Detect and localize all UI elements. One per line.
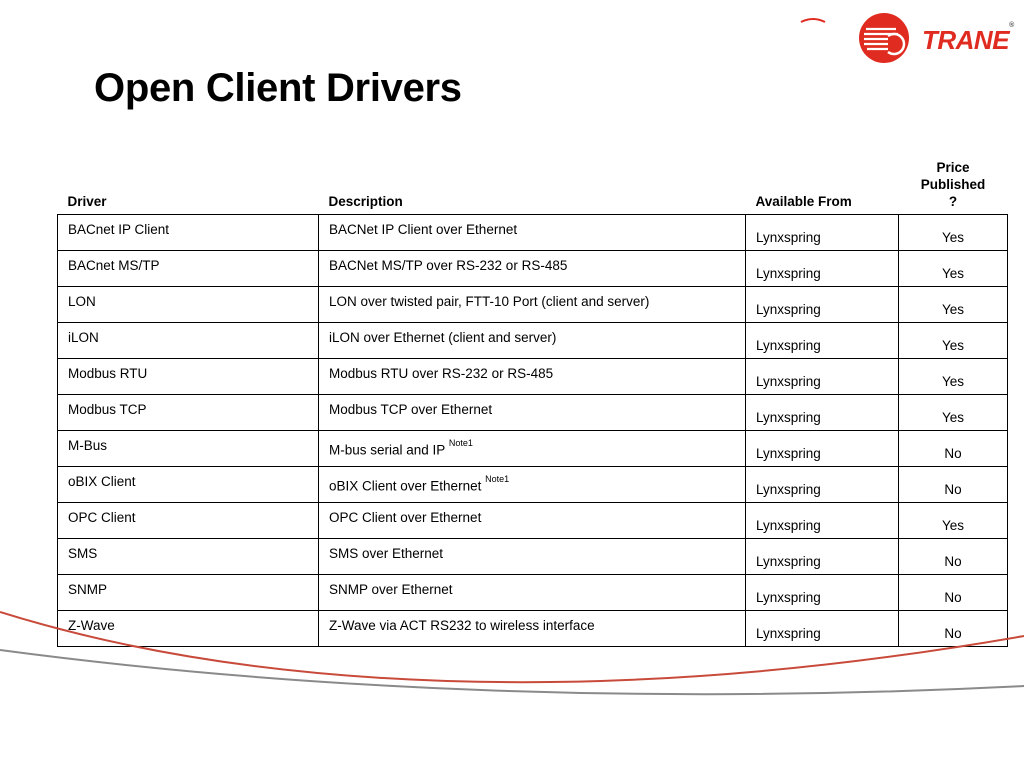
- cell-driver: [58, 323, 319, 359]
- cell-price-published: [899, 359, 1008, 395]
- cell-available-from: [746, 503, 899, 539]
- table-row: [58, 251, 1008, 287]
- cell-driver-text: SMS: [68, 546, 98, 561]
- cell-price-published-text: No: [944, 626, 962, 641]
- cell-description-text: LON over twisted pair, FTT-10 Port (client and server): [329, 294, 650, 309]
- table-row: [58, 503, 1008, 539]
- cell-driver: [58, 251, 319, 287]
- cell-available-from: [746, 539, 899, 575]
- cell-description: [319, 323, 746, 359]
- table-row: [58, 395, 1008, 431]
- cell-driver: [58, 431, 319, 467]
- cell-price-published: [899, 395, 1008, 431]
- cell-available-from-text: Lynxspring: [756, 338, 821, 353]
- cell-available-from: [746, 431, 899, 467]
- cell-available-from-text: Lynxspring: [756, 230, 821, 245]
- drivers-table-container: [57, 159, 1008, 647]
- cell-description-text: SMS over Ethernet: [329, 546, 444, 561]
- cell-available-from: [746, 467, 899, 503]
- cell-driver-text: M-Bus: [68, 438, 108, 453]
- cell-available-from: [746, 287, 899, 323]
- cell-available-from-text: Lynxspring: [756, 302, 821, 317]
- decorative-swoosh: [0, 600, 1024, 710]
- cell-price-published-text: Yes: [941, 374, 965, 389]
- cell-driver-text: Modbus TCP: [68, 402, 147, 417]
- cell-description-text: BACNet IP Client over Ethernet: [329, 222, 518, 237]
- cell-price-published-text: No: [944, 590, 962, 605]
- cell-description-text: SNMP over Ethernet: [329, 582, 453, 597]
- cell-driver-text: oBIX Client: [68, 474, 136, 489]
- cell-description: [319, 395, 746, 431]
- header-price-published: Price Published ?: [920, 160, 986, 209]
- cell-driver: [58, 215, 319, 251]
- cell-description-text: iLON over Ethernet (client and server): [329, 330, 557, 345]
- cell-description: [319, 359, 746, 395]
- cell-available-from-text: Lynxspring: [756, 554, 821, 569]
- cell-driver: [58, 287, 319, 323]
- cell-description-text: M-bus serial and IP: [329, 442, 446, 458]
- table-row: [58, 431, 1008, 467]
- cell-driver-text: OPC Client: [68, 510, 136, 525]
- cell-description-text: Modbus TCP over Ethernet: [329, 402, 493, 417]
- cell-available-from-text: Lynxspring: [756, 266, 821, 281]
- cell-price-published-text: Yes: [941, 410, 965, 425]
- cell-available-from: [746, 359, 899, 395]
- cell-price-published-text: No: [944, 446, 962, 461]
- cell-driver-text: BACnet MS/TP: [68, 258, 160, 273]
- cell-available-from: [746, 323, 899, 359]
- cell-driver-text: SNMP: [68, 582, 108, 597]
- cell-available-from-text: Lynxspring: [756, 626, 821, 641]
- cell-driver: [58, 359, 319, 395]
- cell-price-published: [899, 323, 1008, 359]
- cell-description: [319, 215, 746, 251]
- cell-price-published-text: Yes: [941, 302, 965, 317]
- cell-available-from-text: Lynxspring: [756, 482, 821, 497]
- table-body: [58, 215, 1008, 647]
- cell-driver-text: BACnet IP Client: [68, 222, 170, 237]
- cell-price-published-text: Yes: [941, 230, 965, 245]
- trane-logo: [858, 12, 1018, 68]
- cell-description-text: BACNet MS/TP over RS-232 or RS-485: [329, 258, 568, 273]
- footnote-marker: Note1: [448, 438, 473, 448]
- cell-driver: [58, 395, 319, 431]
- trane-circle-logo-icon: [858, 12, 910, 64]
- cell-driver-text: LON: [68, 294, 96, 309]
- table-row: [58, 215, 1008, 251]
- header-driver: Driver: [67, 194, 107, 209]
- cell-driver-text: iLON: [68, 330, 99, 345]
- cell-driver: [58, 539, 319, 575]
- cell-description: [319, 467, 746, 503]
- cell-available-from-text: Lynxspring: [756, 518, 821, 533]
- cell-price-published: [899, 431, 1008, 467]
- cell-price-published-text: No: [944, 482, 962, 497]
- cell-description: [319, 251, 746, 287]
- cell-available-from: [746, 395, 899, 431]
- cell-price-published: [899, 503, 1008, 539]
- cell-available-from: [746, 251, 899, 287]
- cell-price-published: [899, 251, 1008, 287]
- cell-available-from-text: Lynxspring: [756, 590, 821, 605]
- cell-driver: [58, 503, 319, 539]
- cell-available-from-text: Lynxspring: [756, 446, 821, 461]
- cell-price-published-text: Yes: [941, 266, 965, 281]
- table-row: [58, 539, 1008, 575]
- cell-driver-text: Modbus RTU: [68, 366, 148, 381]
- decorative-arc: [800, 17, 826, 23]
- cell-price-published: [899, 539, 1008, 575]
- cell-description-text: oBIX Client over Ethernet: [329, 478, 482, 494]
- cell-price-published: [899, 215, 1008, 251]
- cell-price-published-text: No: [944, 554, 962, 569]
- cell-driver: [58, 467, 319, 503]
- cell-price-published: [899, 287, 1008, 323]
- header-description: Description: [328, 194, 403, 209]
- header-available-from: Available From: [755, 194, 852, 209]
- cell-price-published-text: Yes: [941, 518, 965, 533]
- cell-description: [319, 431, 746, 467]
- cell-available-from-text: Lynxspring: [756, 410, 821, 425]
- footnote-marker: Note1: [485, 474, 510, 484]
- cell-description-text: OPC Client over Ethernet: [329, 510, 482, 525]
- table-row: [58, 467, 1008, 503]
- trane-wordmark: TRANE®: [922, 22, 1014, 55]
- table-header-row: [58, 159, 1008, 215]
- cell-price-published-text: Yes: [941, 338, 965, 353]
- table-row: [58, 287, 1008, 323]
- cell-description-text: Modbus RTU over RS-232 or RS-485: [329, 366, 554, 381]
- cell-available-from: [746, 215, 899, 251]
- cell-description: [319, 539, 746, 575]
- drivers-table: [57, 159, 1008, 647]
- cell-description-text: Z-Wave via ACT RS232 to wireless interface: [329, 618, 595, 633]
- cell-description: [319, 503, 746, 539]
- table-row: [58, 359, 1008, 395]
- slide-title: Open Client Drivers: [94, 66, 462, 110]
- cell-available-from-text: Lynxspring: [756, 374, 821, 389]
- table-row: [58, 323, 1008, 359]
- cell-price-published: [899, 467, 1008, 503]
- cell-driver-text: Z-Wave: [68, 618, 115, 633]
- cell-description: [319, 287, 746, 323]
